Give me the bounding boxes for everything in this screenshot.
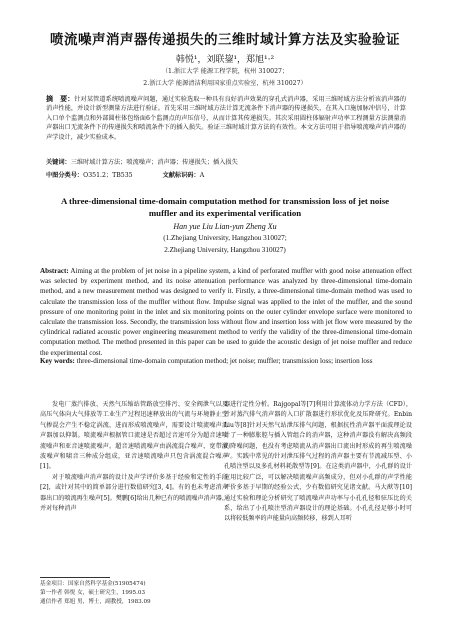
authors-en: Han yue Liu Lian-yun Zheng Xu [173,222,277,231]
keywords-en [40,356,412,366]
affiliation-en-2: 2.Zhejiang University, Hangzhou 310027) [164,246,286,254]
keywords-en-label: Key words: [40,357,75,365]
doc-code-label: 文献标识码： [162,172,200,179]
abstract-cn-label: 摘 要： [46,94,75,103]
affiliation-en-1: (1.Zhejiang University, Hangzhou 310027; [163,234,287,242]
footnote-corresponding-author: 通信作者 郑旭 男，博士，副教授，1983.09 [40,599,151,605]
abstract-cn [46,94,406,142]
abstract-en-label: Abstract: [40,267,69,275]
abstract-en [40,266,412,358]
abstract-en-text: Aiming at the problem of jet noise in a pipeline system, a kind of perforated muffler with good noise attenuation effect was selected by experiment method, and its noise attenuation performance was analyzed by three-dimensional time-domain method, and a new measurement method was designed to verify it. Firstly, a three-dimensional time-domain method was used to calculate the transmission loss of the muffler without flow. Impulse signal was applied to the inlet of the muffler, and the sound pressure of one monitoring point in the inlet and six monitoring points on the outer cylinder envelope surface were monitored to calculate the transmission loss. Secondly, the transmission loss without flow and insertion loss with jet flow were measured by the cylindrical radiated acoustic power engineering measurement method to verify the validity of the three-dimensional time-domain computation method. The method presented in this paper can be used to guide the acoustic design of jet noise muffler and reduce the experimental cost. [40,267,412,357]
clc-number [46,172,147,179]
footnote-divider [40,577,110,578]
affiliation-cn-1: （1.浙江大学 能源工程学院，杭州 310027； [161,68,289,75]
footnote-first-author: 第一作者 韩悦 女，硕士研究生，1995.03 [40,590,146,596]
keywords-cn-label: 关键词： [46,159,71,166]
keywords-cn-text: 三维时域计算方法；喷流噪声；消声器；传递损失；插入损失 [70,159,238,166]
doc-code [163,172,219,179]
clc-value: O351.2；TB535 [83,172,133,179]
keywords-cn [46,157,406,166]
keywords-en-text: three-dimensional time-domain computation method; jet noise; muffler; transmission loss; insertion loss [76,357,373,365]
affiliation-cn-2: 2.浙江大学 能源清洁利用国家重点实验室，杭州 310027） [143,80,307,87]
paper-title-cn: 喷流噪声消声器传递损失的三维时域计算方法及实验验证 [50,32,400,48]
body-paragraph: 对于喷流噪声消声器的设计及声学评价多基于经验和定性的手段[2]，或针对其中的简单部分进行数值研究[3, 4]。有的也未考虑消声器出口的喷流再生噪声[5]。樊鹏[6]给出几种已有的喷流噪声消声器，并对每种消声 [40,473,228,513]
body-paragraph: 器进行定性分析。Rajgopal等[7]利用计算流体动力学方法（CFD），针对蒸汽排气消声器的入口扩散器进行形状优化及压降研究。Enbin Liu等[8]针对天然气站泄压排气问题，根据抗性消声器平面波理论设计了一种膨胀腔与插入管组合的消声器，这种消声器没有解决高频段的降噪问题，也没有考虑喷流从消声器出口流出时形成的再生喷流噪声。实践中常见的针对泄压排气过程的消声器主要有节流减压型、小孔喷注型以及多孔材料耗散型等[9]。在这类消声器中，小孔群的设计应用比较广泛，可以解决喷流噪声高频成分，但对小孔群的声学性能评价多基于早期的经验公式，少有数值研究见诸文献。马大猷等[10]通过实验和理论分析研究了喷流噪声声功率与小孔孔径和驻压比的关系，给出了小孔喷注型消声器设计的理论基础。小孔孔径足够小时可以将较低频率的声能量向高频转移，移到人耳听 [224,401,412,523]
body-column-right [224,400,412,525]
body-paragraph: 发电厂蒸汽排放、天然气压缩站管路放空排污、安全阀泄气以及高压气体向大气排放等工业生产过程迅速释放出的气流与环境静止空气掺混会产生不稳定涡流，进而形成喷流噪声，需要设计喷流噪声消声器加以抑制。喷流噪声根据管口流速是否超过音速可分为超音速喷流噪声和亚音速喷流噪声。超音速喷流噪声由涡流混合噪声、宽带激波噪声和啸音三种成分组成，亚音速喷流噪声只包含涡流混合噪声[1]。 [40,401,228,471]
clc-label: 中图分类号： [46,172,84,179]
abstract-cn-text: 针对某管道系统喷流噪声问题，通过实验选取一种具有良好消声效果的穿孔式消声器，采用三维时域方法分析该消声器的消声性能，并设计新型测量方法进行验证。首先采用三维时域方法计算无流条件下消声器的传递损失，在其入口施加脉冲信号，计算入口单个监测点和外部圆柱体包络面6个监测点的声压信号，从而计算其传递损失。其次采用圆柱体辐射声功率工程测量方法测量消声器出口无流条件下的传递损失和喷流条件下的插入损失。验证三维时域计算方法的有效性。本文方法可用于指导喷流噪声消声器的声学设计，减少实验成本。 [46,96,407,141]
footnote-funding: 基金项目：国家自然科学基金(51905474) [40,581,146,587]
doc-code-value: A [199,172,205,179]
authors-cn: 韩悦¹，刘联鋆¹，郑旭¹·² [175,55,275,65]
paper-title-en: A three-dimensional time-domain computation method for transmission loss of jet noise muffler and its experimental verification [60,196,390,218]
classification-cn [46,170,406,179]
body-column-left [40,400,228,514]
